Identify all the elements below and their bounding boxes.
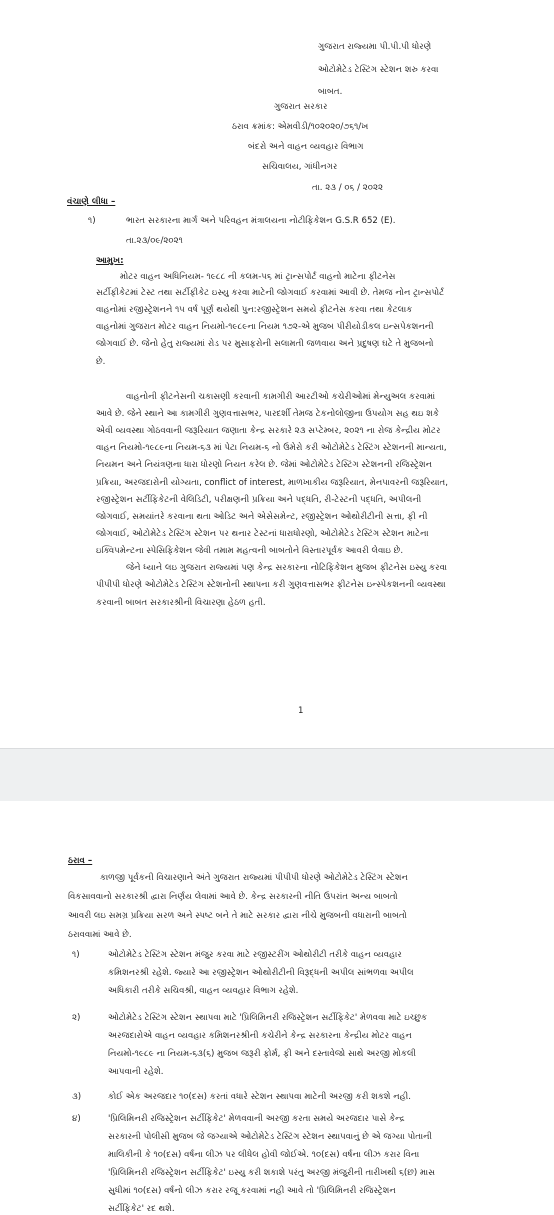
preamble-para1-line: છે. (96, 357, 106, 367)
preamble-para2-line: જોગવાઈ, સમયાંતરે કરવાના થતા ઓડિટ અને એસેસમેન્ટ, રજીસ્ટ્રેશન ઓથોરીટીની સત્તા, ફી ની (96, 512, 428, 522)
read-heading: વંચાણે લીધા – (67, 197, 116, 207)
department-name: બંદરો અને વાહન વ્યવહાર વિભાગ (248, 142, 364, 152)
preamble-para1-line: વાહનોમાં રજીસ્ટ્રેશનને ૧૫ વર્ષ પૂર્ણ થયેથી પુન:રજીસ્ટ્રેશન સમયે ફીટનેસ કરવા તથા કેટલાક (96, 305, 413, 315)
list-item-line: સરકારની પોલીસી મુજબ જે જગ્યાએ ઓટોમેટેડ ટેસ્ટિંગ સ્ટેશન સ્થાપવાનું છે એ જગ્યા પોતાની (108, 1132, 432, 1142)
preamble-para3-line: કરવાની બાબત સરકારશ્રીની વિચારણા હેઠળ હતી. (96, 598, 266, 608)
list-item-number: ૧) (72, 950, 80, 960)
list-item-line: અરજદારોએ વાહન વ્યવહાર કમિશનરશ્રીની કચેરીને કેન્દ્ર સરકારના કેન્દ્રીય મોટર વાહન (108, 1031, 412, 1041)
document-page-2 (0, 801, 554, 1214)
preamble-para3-line: પીપીપી ધોરણે ઓટોમેટેડ ટેસ્ટિંગ સ્ટેશનોની સ્થાપના કરી ગુણવત્તાસભર ફીટનેસ ઇન્સ્પેકશનની વ્યવસ્થા (96, 580, 446, 590)
list-item-line: આપવાની રહેશે. (108, 1067, 164, 1077)
resolution-para-line: વિકસાવવાનો સરકારશ્રી દ્વારા નિર્ણય લેવામાં આવે છે. કેન્દ્ર સરકારની નીતિ ઉપરાંત અન્ય બાબતો (68, 892, 398, 902)
preamble-para1-line: વાહનોમાં ગુજરાત મોટર વાહન નિયમો-૧૯૮૯ના નિયમ ૧૭૨-એ મુજબ પીરીયોડીકલ ઇન્સપેકશનની (96, 322, 434, 332)
resolution-heading: ઠરાવ – (68, 856, 93, 866)
list-item-line: 'પ્રિલિમિનરી રજિસ્ટ્રેશન સર્ટીફિકેટ' મેળવવાની અરજી કરતા સમયે અરજદાર પાસે કેન્દ્ર (108, 1114, 405, 1124)
list-item-line: ઓટોમેટેડ ટેસ્ટિંગ સ્ટેશન મંજુર કરવા માટે રજીસ્ટરીંગ ઓથોરીટી તરીકે વાહન વ્યવહાર (108, 950, 402, 960)
preamble-para1-line: સર્ટીફીકેટમાં ટેસ્ટ તથા સર્ટીફીકેટ ઇસ્યુ કરવા માટેની જોગવાઈ કરવામાં આવી છે. તેમજ નોન ટ્રાન્સપોર્ટ (96, 288, 445, 298)
list-item-number: ૩) (72, 1092, 82, 1102)
preamble-para2-line: પ્રક્રિયા, અરજદારોની યોગ્યતા, conflict of interest, માળખાકીય જરૂરિયાત, મેનપાવરની જરૂરિયાત, (96, 478, 448, 488)
list-item-number: ૪) (72, 1114, 81, 1124)
read-item-date: તા.૨૩/૦૯/૨૦૨૧ (126, 236, 183, 246)
preamble-para2-line: નિયમન અને નિયંત્રણના ધારા ધોરણો નિયત કરેલ છે. જેમાં ઓટોમેટેડ ટેસ્ટિંગ સ્ટેશનની રજિસ્ટ્રેશન (96, 460, 433, 470)
page-number: 1 (298, 706, 304, 716)
resolution-para-line: ઠરાવવામાં આવે છે. (68, 930, 132, 940)
preamble-para1-line: મોટર વાહન અધિનિયમ- ૧૯૮૮ ની કલમ-૫૬ માં ટ્રાન્સપોર્ટ વાહનો માટેના ફીટનેસ (120, 272, 396, 282)
preamble-para2-line: વાહન નિયમો-૧૯૮૯ના નિયમ-૬૩ માં પેટા નિયમ-૬ નો ઉમેરો કરી ઓટોમેટેડ ટેસ્ટિંગ સ્ટેશનની માન્યતા, (96, 443, 447, 453)
subject-line-3: બાબત. (318, 87, 343, 97)
subject-line-2: ઓટોમેટેડ ટેસ્ટિંગ સ્ટેશન શરુ કરવા (318, 65, 439, 75)
list-item-line: ઓટોમેટેડ ટેસ્ટિંગ સ્ટેશન સ્થાપવા માટે 'પ્રિલિમિનરી રજિસ્ટ્રેશન સર્ટીફિકેટ' મેળવવા માટે ઇચ્છુક (108, 1013, 428, 1023)
page-separator (0, 748, 554, 802)
list-item-line: નિયમો-૧૯૮૯ ના નિયમ-૬૩(૬) મુજબ જરૂરી ફોર્મ, ફી અને દસ્તાવેજો સાથે અરજી મોકલી (108, 1049, 416, 1059)
read-item-number: ૧) (88, 216, 96, 226)
preamble-para2-line: ઇક્વિપમેન્ટના સ્પેસિફિકેશન જેવી તમામ મહત્વની બાબતોને વિસ્તારપૂર્વક આવરી લેવાઇ છે. (96, 546, 404, 556)
list-item-line: અધિકારી તરીકે સચિવશ્રી, વાહન વ્યવહાર વિભાગ રહેશે. (108, 986, 299, 996)
preamble-para1-line: જોગવાઈ છે. જેનો હેતુ રાજ્યમાં રોડ પર મુસાફરોની સલામતી જળવાય અને પ્રદુષણ ઘટે તે મુજબનો (96, 339, 434, 349)
resolution-date: તા. ૨૩ / ૦૬ / ૨૦૨૨ (312, 183, 384, 193)
list-item-line: માલિકીની કે ૧૦(દસ) વર્ષના લીઝ પર લીધેલ હોવી જોઈએ. ૧૦(દસ) વર્ષના લીઝ કરાર વિના (108, 1150, 420, 1160)
list-item-line: સર્ટીફિકેટ' રદ થશે. (108, 1204, 175, 1214)
government-name: ગુજરાત સરકાર (274, 102, 328, 112)
subject-line-1: ગુજરાત રાજ્યમા પી.પી.પી ધોરણે (318, 42, 432, 52)
preamble-para2-line: વાહનોની ફીટનેસની ચકાસણી કરવાની કામગીરી આરટીઓ કચેરીઓમાં મેન્યુઅલ કરવામાં (126, 392, 436, 402)
read-item-text: ભારત સરકારના માર્ગ અને પરિવહન મંત્રાલયના નોટીફિકેશન G.S.R 652 (E). (126, 216, 396, 226)
list-item-line: કોઈ એક અરજદાર ૧૦(દસ) કરતાં વધારે સ્ટેશન સ્થાપવા માટેની અરજી કરી શકશે નહી. (108, 1092, 411, 1102)
list-item-line: 'પ્રિલિમિનરી રજિસ્ટ્રેશન સર્ટીફિકેટ' ઇસ્યુ કરી શકાશે પરંતુ અરજી મંજુરીની તારીખથી ૬(છ) માસ (108, 1168, 436, 1178)
preamble-heading: આમુખ: (96, 256, 124, 266)
preamble-para2-line: આવે છે. જેને સ્થાને આ કામગીરી ગુણવત્તાસભર, પારદર્શી તેમજ ટેકનોલોજીના ઉપયોગ સહ થઇ શકે (96, 409, 439, 419)
resolution-para-line: આવરી લઇ સમગ્ર પ્રક્રિયા સરળ અને સ્પષ્ટ બને તે માટે સરકાર દ્વારા નીચે મુજબની વધારાની બાબતો (68, 911, 407, 921)
resolution-number: ઠરાવ ક્રમાંક: એમવીડી/૧૦૨૦૨૦/૭૬૧/ખ (232, 122, 369, 132)
resolution-para-line: કાળજી પૂર્વકની વિચારણાને અંતે ગુજરાત રાજ્યમાં પીપીપી ધોરણે ઓટોમેટેડ ટેસ્ટિંગ સ્ટેશન (100, 873, 408, 883)
list-item-line: સુધીમાં ૧૦(દસ) વર્ષનો લીઝ કરાર રજૂ કરવામાં નહી આવે તો 'પ્રિલિમિનરી રજિસ્ટ્રેશન (108, 1186, 396, 1196)
office-location: સચિવાલય, ગાંધીનગર (262, 162, 338, 172)
preamble-para2-line: એવી વ્યવસ્થા ગોઠવવાની જરૂરિયાત જણાતા કેન્દ્ર સરકારે ૨૩ સપ્ટેમ્બર, ૨૦૨૧ ના રોજ કેન્દ્રીય મોટર (96, 426, 441, 436)
preamble-para3-line: જેને ધ્યાને લઇ ગુજરાત રાજ્યમાં પણ કેન્દ્ર સરકારના નોટિફિકેશન મુજબ ફીટનેસ ઇસ્યુ કરવા (126, 563, 448, 573)
list-item-number: ૨) (72, 1013, 81, 1023)
preamble-para2-line: રજીસ્ટ્રેશન સર્ટીફિકેટની વેલિડિટી, પરીક્ષણની પ્રક્રિયા અને પદ્ધતિ, રી-ટેસ્ટની પદ્ધતિ, અપીલની (96, 495, 422, 505)
list-item-line: કમિશનરશ્રી રહેશે. જ્યારે આ રજીસ્ટ્રેશન ઓથોરીટીની વિરૂદ્ધની અપીલ સાંભળવા અપીલ (108, 968, 414, 978)
preamble-para2-line: જોગવાઈ, ઓટોમેટેડ ટેસ્ટિંગ સ્ટેશન પર થનાર ટેસ્ટનાં ધારાધોરણો, ઓટોમેટેડ ટેસ્ટિંગ સ્ટેશન માટેના (96, 529, 429, 539)
